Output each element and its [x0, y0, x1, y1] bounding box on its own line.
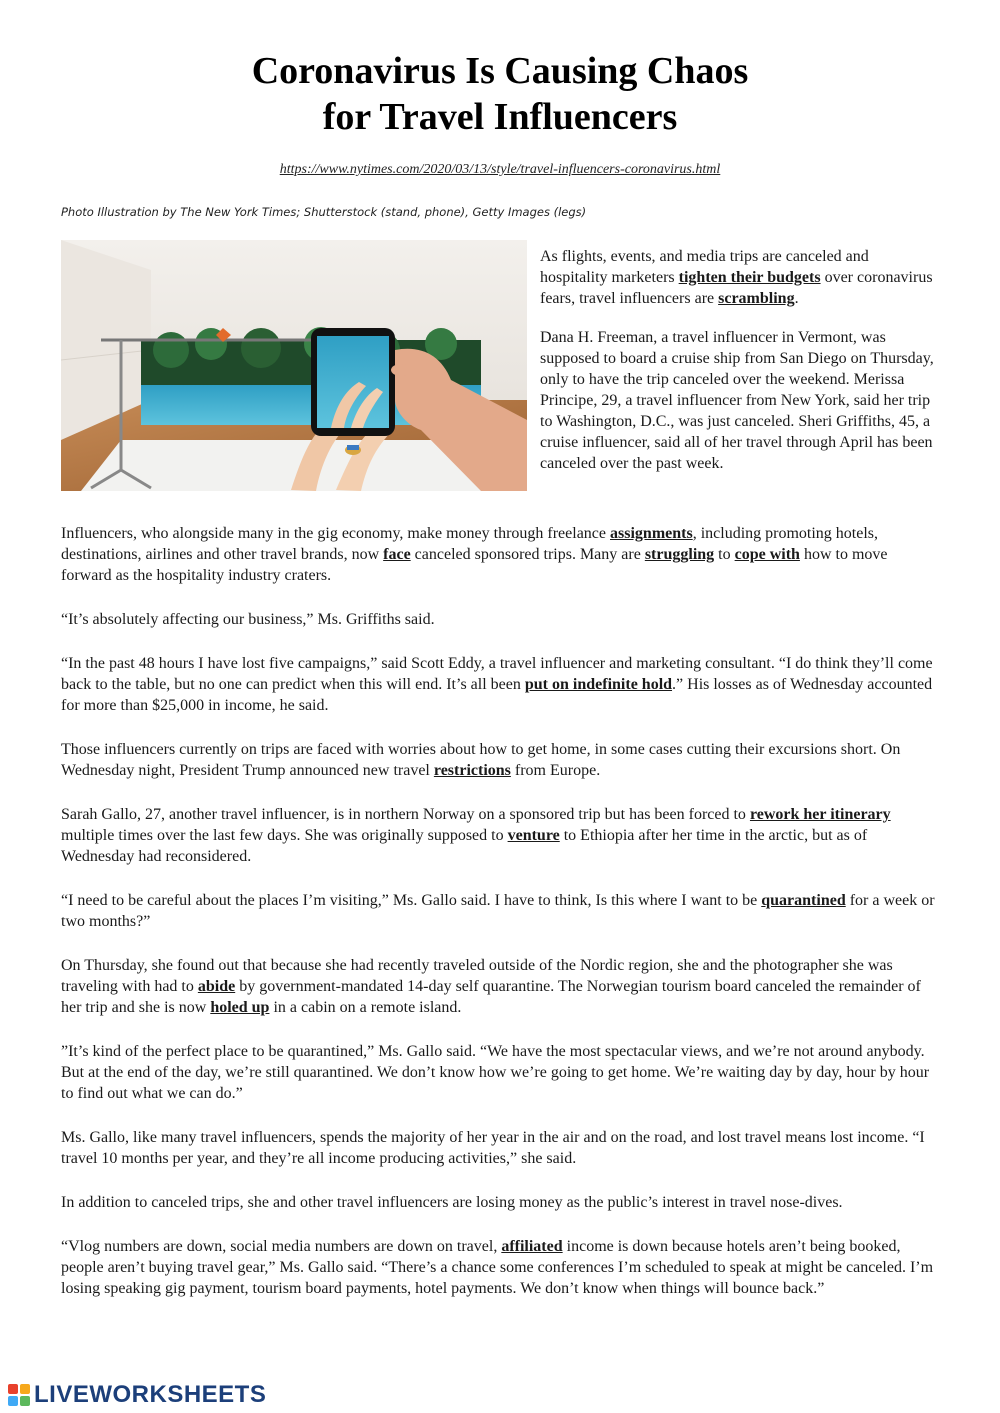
article-photo — [61, 240, 527, 491]
vocab-scrambling: scrambling — [718, 290, 795, 307]
logo-block — [20, 1396, 30, 1406]
text: As flights, events, and media trips are canceled and hospitality marketers — [540, 248, 869, 286]
liveworksheets-logo-icon — [8, 1384, 30, 1406]
footer-logo[interactable] — [8, 1380, 266, 1410]
intro-paragraph-1 — [540, 246, 940, 309]
vocab-put-on-indefinite-hold: put on indefinite hold — [524, 676, 673, 693]
text: . — [794, 290, 799, 307]
vocab-rework-her-itinerary: rework her itinerary — [749, 806, 891, 823]
text: Sarah Gallo, 27, another travel influencer, is in northern Norway on a sponsored trip but has been forced to — [61, 806, 750, 823]
source-link[interactable]: https://www.nytimes.com/2020/03/13/style/travel-influencers-coronavirus.html — [279, 162, 721, 177]
logo-block — [8, 1384, 18, 1394]
logo-block — [20, 1384, 30, 1394]
text: “Vlog numbers are down, social media numbers are down on travel, — [61, 1238, 502, 1255]
intro-paragraph-2: Dana H. Freeman, a travel influencer in Vermont, was supposed to board a cruise ship from San Diego on Thursday, only to have the trip canceled over the weekend. Merissa Principe, 29, a travel influencer from New York, said her trip to Washington, D.C., was just canceled. Sheri Griffiths, 45, a cruise influencer, said all of her travel through April has been canceled over the past week. — [540, 329, 934, 472]
vocab-holed-up: holed up — [210, 999, 270, 1016]
body-paragraph-11 — [61, 1236, 941, 1299]
vocab-affiliated: affiliated — [501, 1238, 563, 1255]
text: to — [714, 546, 735, 563]
vocab-face: face — [383, 546, 411, 563]
text: from Europe. — [510, 762, 601, 779]
body-paragraph-1 — [61, 523, 941, 586]
vocab-assignments: assignments — [610, 525, 693, 542]
text: “I need to be careful about the places I’m visiting,” Ms. Gallo said. I have to think, Is this where I want to be — [61, 892, 762, 909]
vocab-restrictions: restrictions — [433, 762, 511, 779]
vocab-venture: venture — [507, 827, 560, 844]
text: income is down because hotels aren’t being booked, people aren’t buying travel gear,” Ms. Gallo said. “There’s a chance some conferences I’m scheduled to speak at might be canceled. I’m losing speaking gig payment, tourism board payments, hotel payments. We don’t know when things will bounce back.” — [61, 1238, 934, 1297]
logo-block — [8, 1396, 18, 1406]
title-line-2: for Travel Influencers — [322, 96, 678, 138]
text: how to move forward as the hospitality industry craters. — [61, 546, 888, 584]
body-paragraph-5 — [61, 804, 941, 867]
text: “In the past 48 hours I have lost five campaigns,” said Scott Eddy, a travel influencer and marketing consultant. “I do think they’ll come back to the table, but no one can predict when this will end. It’s all been — [61, 655, 933, 693]
text: Influencers, who alongside many in the gig economy, make money through freelance — [61, 525, 611, 542]
text: by government-mandated 14-day self quarantine. The Norwegian tourism board canceled the remainder of her trip and she is now — [61, 978, 921, 1016]
vocab-quarantined: quarantined — [761, 892, 846, 909]
text: canceled sponsored trips. Many are — [410, 546, 645, 563]
body-paragraph-9: Ms. Gallo, like many travel influencers, spends the majority of her year in the air and on the road, and lost travel means lost income. “I travel 10 months per year, and they’re all income producing activities,” she said. — [61, 1129, 925, 1167]
body-paragraph-4 — [61, 739, 941, 781]
vocab-cope-with: cope with — [734, 546, 800, 563]
text: over coronavirus fears, travel influencers are — [540, 269, 933, 307]
text: .” His losses as of Wednesday accounted for more than $25,000 in income, he said. — [61, 676, 933, 714]
text: in a cabin on a remote island. — [269, 999, 462, 1016]
vocab-tighten-their-budgets: tighten their budgets — [678, 269, 821, 286]
body-paragraph-6 — [61, 890, 941, 932]
title-line-1: Coronavirus Is Causing Chaos — [251, 50, 749, 92]
vocab-struggling: struggling — [644, 546, 715, 563]
body-paragraph-8: ”It’s kind of the perfect place to be quarantined,” Ms. Gallo said. “We have the most spectacular views, and we’re not around anybody. But at the end of the day, we’re still quarantined. We don’t know how we’re going to get home. We’re waiting day by day, hour by hour to find out what we can do.” — [61, 1043, 930, 1102]
vocab-abide: abide — [197, 978, 236, 995]
text: On Thursday, she found out that because she had recently traveled outside of the Nordic region, she and the photographer she was traveling with had to — [61, 957, 893, 995]
body-paragraph-2: “It’s absolutely affecting our business,” Ms. Griffiths said. — [61, 611, 435, 628]
text: , including promoting hotels, destinations, airlines and other travel brands, now — [61, 525, 879, 563]
article-body — [61, 523, 941, 1322]
body-paragraph-3 — [61, 653, 941, 716]
brand-name: LIVEWORKSHEETS — [34, 1381, 267, 1408]
body-paragraph-7 — [61, 955, 941, 1018]
text: for a week or two months?” — [61, 892, 935, 930]
text: multiple times over the last few days. She was originally supposed to — [61, 827, 508, 844]
text: to Ethiopia after her time in the arctic, but as of Wednesday had reconsidered. — [61, 827, 868, 865]
photo-credit: Photo Illustration by The New York Times; Shutterstock (stand, phone), Getty Images (legs) — [61, 205, 587, 219]
page-title — [0, 48, 1000, 140]
intro-column — [540, 246, 940, 492]
body-paragraph-10: In addition to canceled trips, she and other travel influencers are losing money as the public’s interest in travel nose-dives. — [61, 1194, 843, 1211]
text: Those influencers currently on trips are faced with worries about how to get home, in some cases cutting their excursions short. On Wednesday night, President Trump announced new travel — [61, 741, 901, 779]
